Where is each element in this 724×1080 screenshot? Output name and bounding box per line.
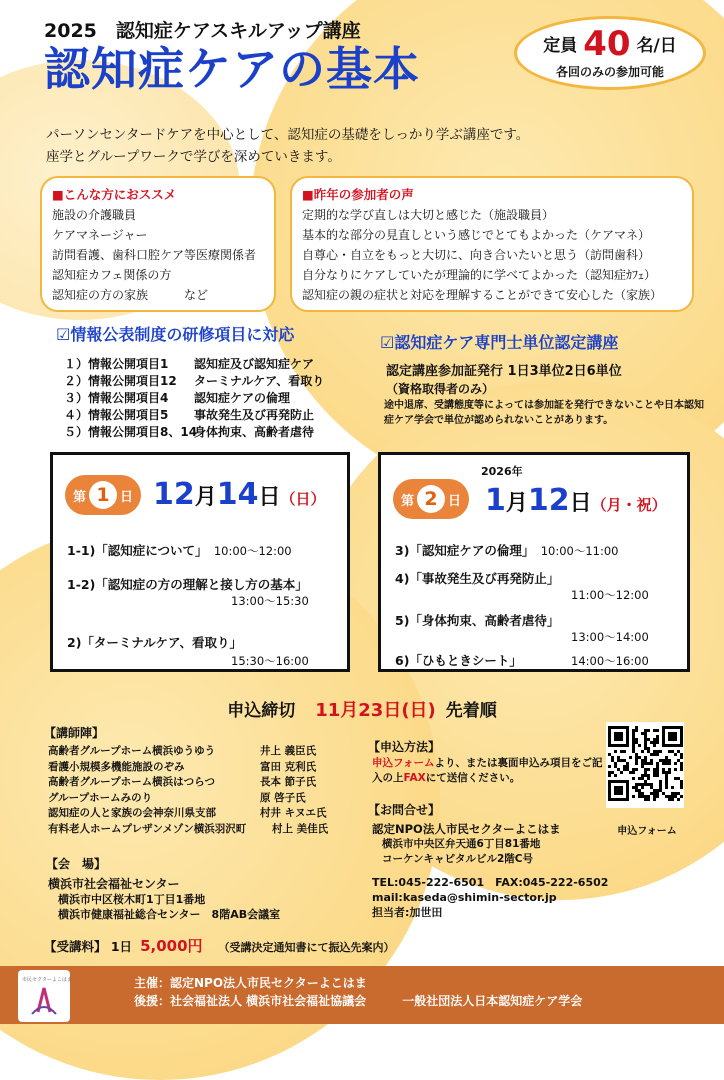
apply-heading: 【申込方法】	[368, 740, 441, 754]
contact-address: コーケンキャピタルビル2階C号	[382, 853, 533, 865]
session-title: 3)「認知症ケアの倫理」	[395, 543, 529, 558]
date-month: 12	[153, 477, 195, 512]
session-item	[231, 593, 309, 609]
lecturer-org: 認知症の人と家族の会神奈川県支部	[48, 807, 216, 819]
session-item	[395, 569, 559, 587]
session-time: 11:00～12:00	[571, 588, 649, 602]
apply-text	[372, 756, 604, 786]
item-topic: 認知症ケアの倫理	[194, 391, 291, 405]
page-title: 認知症ケアの基本	[44, 42, 420, 96]
certification-title: ☑認知症ケア専門士単位認定講座	[380, 333, 619, 352]
session-item	[67, 575, 308, 593]
footer-sponsor: 一般社団法人日本認知症ケア学会	[402, 994, 583, 1008]
lecturer-org: 高齢者グループホーム横浜はつらつ	[48, 776, 216, 788]
footer-credits	[134, 974, 582, 1010]
session-item	[67, 541, 292, 559]
session-title: 1-2)「認知症の方の理解と接し方の基本」	[67, 577, 308, 592]
capacity-note: 各回のみの参加可能	[555, 65, 664, 79]
list-item	[48, 822, 328, 838]
badge-suffix: 日	[120, 489, 134, 505]
recommend-box	[40, 176, 276, 312]
qr-code-icon[interactable]	[606, 722, 684, 808]
item-topic: 認知症及び認知症ケア	[194, 357, 315, 371]
list-item	[64, 390, 324, 407]
contact-org: 認定NPO法人市民セクターよこはま	[372, 822, 561, 836]
session-item	[571, 587, 649, 603]
lecturer-name: 井上 義臣氏	[260, 745, 317, 757]
session-title: 6)「ひもときシート」	[395, 653, 522, 668]
list-item	[48, 760, 328, 776]
capacity-number: 40	[583, 24, 631, 64]
date-day-unit: 日	[258, 485, 281, 510]
session-title: 2)「ターミナルケア、看取り」	[67, 635, 243, 650]
lecturer-name: 富田 克利氏	[260, 760, 317, 773]
training-title: ☑情報公表制度の研修項目に対応	[56, 325, 295, 344]
course-series: 2025 認知症ケアスキルアップ講座	[44, 20, 361, 42]
venue-info	[48, 877, 280, 922]
footer-sponsor: 後援：社会福祉法人 横浜市社会福祉協議会	[134, 994, 367, 1008]
list-item: 自分なりにケアしていたが理論的に学べてよかった（認知症ｶﾌｪ）	[302, 268, 657, 282]
venue-heading: 【会 場】	[46, 857, 107, 871]
badge-prefix: 第	[72, 489, 86, 505]
day1-panel	[50, 452, 350, 672]
badge-number: 2	[417, 485, 445, 513]
session-item	[395, 541, 618, 559]
list-item: 認知症の方の家族 など	[52, 288, 209, 302]
item-topic: 身体拘束、高齢者虐待	[194, 425, 315, 439]
list-item	[48, 791, 328, 807]
voices-box	[290, 176, 694, 312]
apply-form-link[interactable]: 申込フォーム	[372, 757, 435, 769]
list-item	[48, 744, 328, 760]
session-item	[231, 653, 309, 669]
day1-badge	[65, 475, 141, 515]
lecturer-org: グループホームみのり	[48, 791, 153, 804]
intro-text	[46, 124, 646, 168]
lecturer-name: 村井 キヌエ氏	[260, 807, 327, 819]
session-time: 14:00～16:00	[571, 654, 649, 668]
fee-note: （受講決定通知書にて振込先案内）	[218, 941, 395, 954]
contact-heading: 【お問合せ】	[368, 803, 441, 817]
day2-panel	[378, 452, 690, 672]
lecturer-name: 村上 美佳氏	[272, 822, 329, 835]
list-item	[64, 407, 324, 424]
item-no: ３）情報公開項目4	[64, 391, 169, 405]
certification-note: 途中退席、受講態度等によっては参加証を発行できないことや日本認知症ケア学会で単位が認められないことがあります。	[384, 400, 704, 426]
item-no: ５）情報公開項目8、14	[64, 425, 198, 439]
deadline-label: 申込締切	[227, 701, 296, 721]
apply-text-1: より、または裏面申込み項目をご記入の上	[372, 757, 603, 784]
capacity-unit: 名/日	[636, 36, 677, 56]
session-item	[395, 611, 559, 629]
lecturer-org: 高齢者グループホーム横浜ゆうゆう	[48, 745, 216, 757]
session-item	[67, 633, 242, 651]
day2-date	[485, 483, 667, 518]
lecturer-org: 有料老人ホームプレザンメゾン横浜羽沢町	[48, 822, 247, 835]
date-weekday: （月・祝）	[591, 496, 667, 514]
intro-line: パーソンセンタードケアを中心として、認知症の基礎をしっかり学ぶ講座です。	[46, 127, 530, 143]
list-item: 施設の介護職員	[52, 208, 137, 222]
list-item: 定期的な学び直しは大切と感じた（施設職員）	[302, 208, 555, 222]
list-item: 自尊心・自立をもっと大切に、向き合いたいと思う（訪問歯科）	[302, 248, 651, 262]
item-topic: ターミナルケア、看取り	[194, 374, 325, 388]
list-item: 基本的な部分の見直しという感じでとてもよかった（ケアマネ）	[302, 228, 651, 242]
contact-address: 横浜市中央区弁天通6丁目81番地	[382, 838, 541, 850]
fee-label: 【受講料】 1日	[44, 939, 133, 954]
session-time: 15:30～16:00	[231, 654, 309, 668]
list-item: 訪問看護、歯科口腔ケア等医療関係者	[52, 248, 257, 262]
item-no: ２）情報公開項目12	[64, 374, 177, 388]
session-title: 4)「事故発生及び再発防止」	[395, 571, 560, 586]
day1-date	[153, 477, 326, 512]
list-item	[48, 775, 328, 791]
capacity-badge	[514, 16, 706, 90]
contact-phone: TEL:045-222-6501 FAX:045-222-6502	[372, 876, 609, 889]
session-time: 10:00～12:00	[213, 544, 292, 558]
lecturers-heading: 【講師陣】	[44, 726, 105, 740]
logo-text: 市民セクターよこはま	[22, 977, 72, 983]
fee	[44, 935, 395, 956]
date-month-unit: 月	[194, 485, 217, 510]
item-no: １）情報公開項目1	[64, 357, 169, 371]
training-list	[64, 356, 324, 441]
contact-email[interactable]: mail:kaseda@shimin-sector.jp	[372, 891, 557, 904]
date-weekday: （日）	[280, 490, 326, 508]
certification-condition: （資格取得者のみ）	[386, 382, 495, 396]
date-day: 14	[216, 477, 259, 512]
badge-number: 1	[89, 481, 117, 509]
list-item	[64, 356, 324, 373]
badge-prefix: 第	[400, 493, 414, 509]
deadline-date: 11月23日(日)	[315, 700, 436, 721]
fee-amount: 5,000円	[140, 937, 203, 955]
session-time: 10:00～11:00	[540, 544, 619, 558]
session-title: 5)「身体拘束、高齢者虐待」	[395, 613, 560, 628]
list-item	[64, 424, 324, 441]
footer-organizer: 主催：認定NPO法人市民セクターよこはま	[134, 976, 367, 990]
date-day-unit: 日	[569, 491, 592, 516]
deadline	[0, 696, 724, 722]
item-no: ４）情報公開項目5	[64, 408, 169, 422]
certification-credits: 認定講座参加証発行 1日3単位2日6単位	[386, 364, 622, 379]
session-title: 1-1)「認知症について」	[67, 543, 202, 558]
session-time: 13:00～15:30	[231, 594, 309, 608]
session-time: 13:00～14:00	[571, 630, 649, 644]
venue-name: 横浜市社会福祉センター	[48, 877, 180, 891]
item-topic: 事故発生及び再発防止	[194, 408, 315, 422]
lecturers-list	[48, 744, 328, 837]
list-item	[64, 373, 324, 390]
contact-info	[372, 822, 608, 920]
qr-label: 申込フォーム	[617, 826, 677, 837]
lecturer-name: 原 啓子氏	[260, 791, 306, 804]
list-item: 認知症カフェ関係の方	[52, 268, 172, 282]
list-item	[48, 806, 328, 822]
session-item	[395, 651, 522, 669]
deadline-suffix: 先着順	[445, 701, 497, 721]
date-day: 12	[527, 483, 570, 518]
day2-year: 2026年	[481, 465, 523, 478]
venue-address: 横浜市中区桜木町1丁目1番地	[58, 893, 206, 906]
session-item	[571, 653, 649, 669]
date-month: 1	[485, 483, 506, 518]
capacity-label: 定員	[543, 36, 578, 56]
contact-person: 担当者:加世田	[372, 906, 443, 919]
intro-line: 座学とグループワークで学びを深めていきます。	[46, 149, 341, 165]
voices-heading: ■昨年の参加者の声	[302, 187, 414, 202]
list-item: 認知症の親の症状と対応を理解することができて安心した（家族）	[302, 288, 663, 302]
session-item	[571, 629, 649, 645]
venue-room: 横浜市健康福祉総合センター 8階AB会議室	[58, 908, 281, 921]
badge-suffix: 日	[448, 493, 462, 509]
lecturer-org: 看護小規模多機能施設のぞみ	[48, 760, 185, 773]
apply-fax: FAX	[403, 772, 426, 784]
list-item: ケアマネージャー	[52, 228, 148, 242]
recommend-heading: ■こんな方におススメ	[52, 187, 177, 202]
apply-text-2: にて送信ください。	[425, 772, 521, 784]
lecturer-name: 長本 節子氏	[260, 776, 317, 788]
date-month-unit: 月	[505, 491, 528, 516]
day2-badge	[393, 479, 469, 519]
